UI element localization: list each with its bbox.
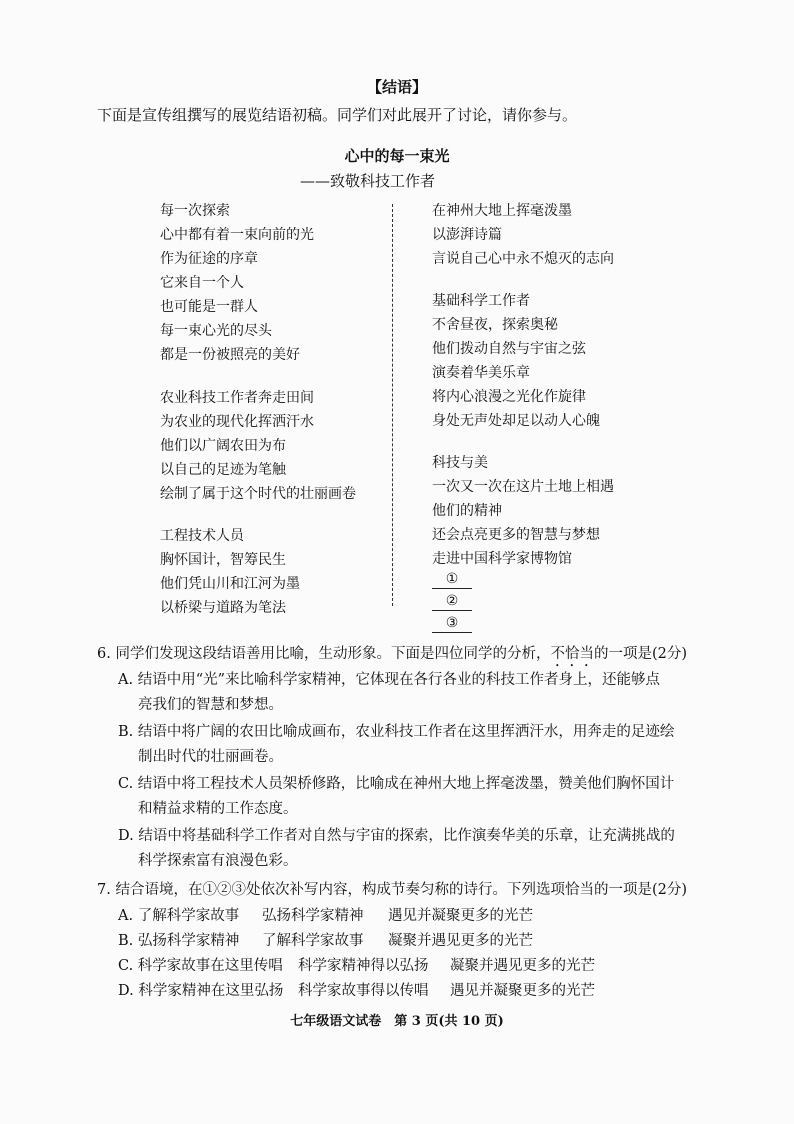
poem-line: 胸怀国计，智筹民生 — [160, 552, 286, 568]
question-7-option-a-part3: 遇见并凝聚更多的光芒 — [388, 908, 533, 924]
question-7-option-b: B. 弘扬科学家精神 — [118, 933, 240, 949]
blank-3: ③ — [432, 615, 472, 633]
poem-line: 绘制了属于这个时代的壮丽画卷 — [160, 486, 356, 502]
poem-line: 每一次探索 — [160, 203, 230, 219]
poem-line: 一次又一次在这片土地上相遇 — [432, 479, 614, 495]
question-7-option-d-part2: 科学家故事得以传唱 — [298, 983, 429, 999]
poem-line: 他们的精神 — [432, 503, 502, 519]
poem-title: 心中的每一束光 — [344, 147, 450, 165]
poem-line: 演奏着华美乐章 — [432, 365, 530, 381]
question-6-option-c-cont: 和精益求精的工作态度。 — [138, 801, 298, 817]
poem-line: 也可能是一群人 — [160, 299, 258, 315]
question-7-option-b-part3: 凝聚并遇见更多的光芒 — [388, 933, 533, 949]
poem-line: 在神州大地上挥毫泼墨 — [432, 203, 572, 219]
intro-text: 下面是宣传组撰写的展览结语初稿。同学们对此展开了讨论，请你参与。 — [97, 106, 578, 124]
question-7-option-c: C. 科学家故事在这里传唱 — [118, 958, 283, 974]
poem-line: 不舍昼夜，探索奥秘 — [432, 317, 558, 333]
poem-line: 他们凭山川和江河为墨 — [160, 576, 300, 592]
poem-line: 以自己的足迹为笔触 — [160, 462, 286, 478]
question-7-option-a-part2: 弘扬科学家精神 — [262, 908, 364, 924]
question-6-option-d-cont: 科学探索富有浪漫色彩。 — [138, 853, 298, 869]
question-7-option-d: D. 科学家精神在这里弘扬 — [118, 983, 284, 999]
section-header: 【结语】 — [366, 78, 427, 96]
poem-line: 每一束心光的尽头 — [160, 323, 272, 339]
poem-line: 他们拨动自然与宇宙之弦 — [432, 341, 586, 357]
question-7-stem: 7. 结合语境，在①②③处依次补写内容，构成节奏匀称的诗行。下列选项恰当的一项是(2分) — [97, 882, 687, 898]
question-7-option-d-part3: 遇见并凝聚更多的光芒 — [450, 983, 595, 999]
emphasis-text: 不恰当 — [550, 646, 594, 662]
question-6-option-b: B. 结语中将广阔的农田比喻成画布，农业科技工作者在这里挥洒汗水，用奔走的足迹绘 — [118, 724, 675, 740]
poem-line: 工程技术人员 — [160, 528, 244, 544]
poem-line: 科技与美 — [432, 455, 488, 471]
question-7-option-c-part3: 凝聚并遇见更多的光芒 — [450, 958, 595, 974]
poem-line: 他们以广阔农田为布 — [160, 438, 286, 454]
poem-line: 作为征途的序章 — [160, 251, 258, 267]
poem-line: 言说自己心中永不熄灭的志向 — [432, 251, 614, 267]
poem-line: 为农业的现代化挥洒汗水 — [160, 414, 314, 430]
poem-line: 还会点亮更多的智慧与梦想 — [432, 527, 600, 543]
poem-line: 以澎湃诗篇 — [432, 227, 502, 243]
poem-line: 走进中国科学家博物馆 — [432, 551, 572, 567]
poem-line: 它来自一个人 — [160, 275, 244, 291]
question-6-option-a: A. 结语中用“光”来比喻科学家精神，它体现在各行各业的科技工作者身上，还能够点 — [118, 672, 661, 688]
poem-line: 农业科技工作者奔走田间 — [160, 390, 314, 406]
column-divider — [392, 204, 393, 606]
poem-line: 以桥梁与道路为笔法 — [160, 600, 286, 616]
blank-1: ① — [432, 571, 472, 589]
page-footer: 七年级语文试卷 第 3 页(共 10 页) — [290, 1014, 504, 1029]
poem-line: 将内心浪漫之光化作旋律 — [432, 389, 586, 405]
question-7-option-c-part2: 科学家精神得以弘扬 — [298, 958, 429, 974]
poem-line: 基础科学工作者 — [432, 293, 530, 309]
question-6-stem: 6. 同学们发现这段结语善用比喻，生动形象。下面是四位同学的分析，不恰当的一项是(2分) — [97, 646, 687, 662]
poem-line: 心中都有着一束向前的光 — [160, 227, 314, 243]
poem-line: 身处无声处却足以动人心魄 — [432, 413, 600, 429]
question-7-option-a: A. 了解科学家故事 — [118, 908, 240, 924]
question-6-option-a-cont: 亮我们的智慧和梦想。 — [138, 697, 283, 713]
question-6-option-c: C. 结语中将工程技术人员架桥修路，比喻成在神州大地上挥毫泼墨，赞美他们胸怀国计 — [118, 776, 675, 792]
blank-2: ② — [432, 593, 472, 611]
question-7-option-b-part2: 了解科学家故事 — [262, 933, 364, 949]
poem-line: 都是一份被照亮的美好 — [160, 347, 300, 363]
poem-subtitle: ——致敬科技工作者 — [300, 172, 436, 190]
question-6-option-d: D. 结语中将基础科学工作者对自然与宇宙的探索，比作演奏华美的乐章，让充满挑战的 — [118, 828, 675, 844]
question-6-option-b-cont: 制出时代的壮丽画卷。 — [138, 749, 283, 765]
